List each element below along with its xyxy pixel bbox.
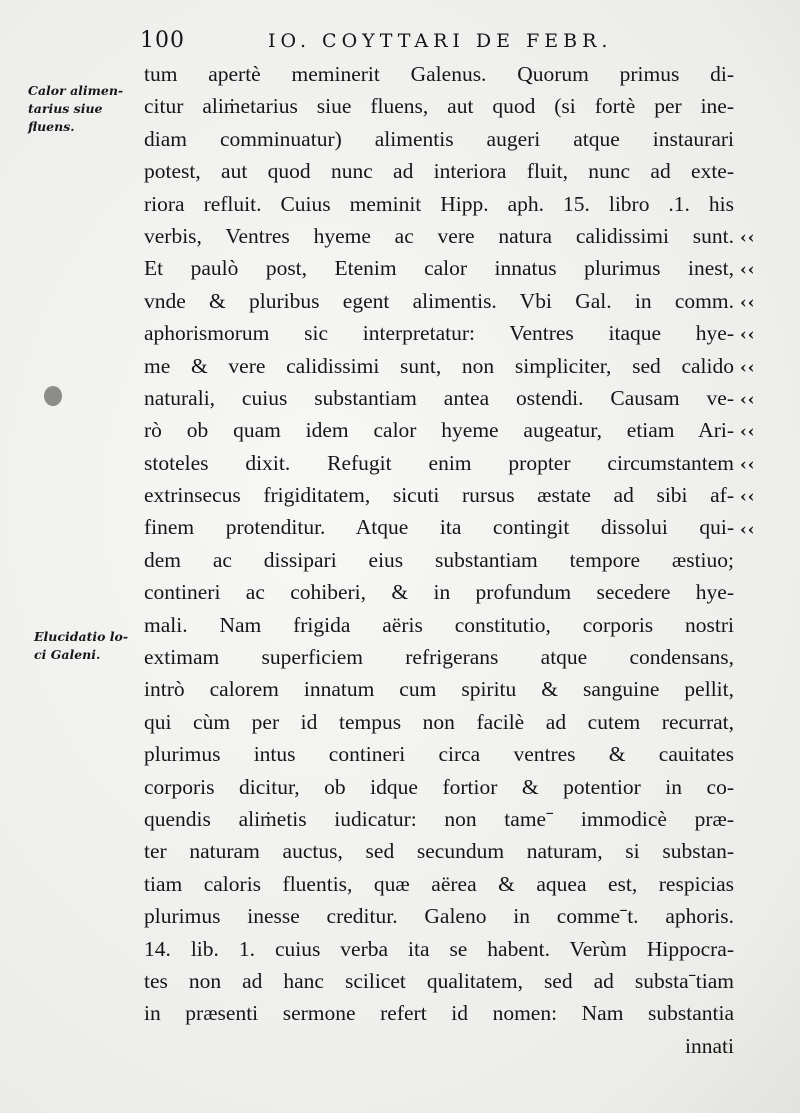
text-line: quendis aliṁetis iudicatur: non tameˉ immodicè præ-: [144, 806, 734, 831]
text-line: diam comminuatur) alimentis augeri atque instaurari: [144, 126, 734, 151]
quotation-mark: ‹‹: [740, 292, 756, 313]
text-line: finem protenditur. Atque ita contingit dissolui qui-: [144, 515, 734, 540]
text-line: tes non ad hanc scilicet qualitatem, sed ad substaˉtiam: [144, 968, 734, 993]
text-line: me & vere calidissimi sunt, non simpliciter, sed calido: [144, 353, 734, 378]
quotation-mark: ‹‹: [740, 228, 756, 248]
quotation-mark: ‹‹: [740, 519, 756, 540]
page-number: 100: [140, 28, 185, 53]
text-line: qui cùm per id tempus non facilè ad cutem recurrat,: [144, 709, 734, 734]
text-line: 14. lib. 1. cuius verba ita se habent. Verùm Hippocra-: [144, 936, 734, 961]
text-line: ter naturam auctus, sed secundum naturam, si substan-: [144, 839, 734, 864]
text-line: verbis, Ventres hyeme ac vere natura calidissimi sunt.: [144, 223, 734, 248]
text-line: stoteles dixit. Refugit enim propter circumstantem: [144, 450, 734, 475]
text-line: extrinsecus frigiditatem, sicuti rursus æstate ad sibi af-: [144, 483, 734, 508]
text-line: Et paulò post, Etenim calor innatus plurimus inest,: [144, 256, 734, 281]
quotation-marks-column: [740, 222, 780, 546]
text-line: corporis dicitur, ob idque fortior & potentior in co-: [144, 774, 734, 799]
text-line: tum apertè meminerit Galenus. Quorum primus di-: [144, 62, 734, 86]
text-line: extimam superficiem refrigerans atque condensans,: [144, 645, 734, 670]
text-line: intrò calorem innatum cum spiritu & sanguine pellit,: [144, 677, 734, 702]
ink-blot: [44, 386, 62, 406]
text-line: vnde & pluribus egent alimentis. Vbi Gal. in comm.: [144, 288, 734, 313]
text-line: naturali, cuius substantiam antea ostendi. Causam ve-: [144, 385, 734, 410]
text-line: citur aliṁetarius siue fluens, aut quod (si fortè per ine-: [144, 94, 734, 119]
catchword: innati: [685, 1033, 734, 1058]
quotation-mark: ‹‹: [740, 487, 756, 508]
body-text: [144, 58, 734, 1062]
text-line: aphorismorum sic interpretatur: Ventres itaque hye-: [144, 321, 734, 346]
quotation-mark: ‹‹: [740, 454, 756, 475]
quotation-mark: ‹‹: [740, 389, 756, 410]
text-line: tiam caloris fluentis, quæ aërea & aquea est, respicias: [144, 871, 734, 896]
text-line: dem ac dissipari eius substantiam tempore æstiuo;: [144, 547, 734, 572]
page-header: [140, 28, 660, 54]
text-line: in præsenti sermone refert id nomen: Nam substantia: [144, 1001, 734, 1026]
quotation-mark: ‹‹: [740, 357, 756, 378]
text-line: potest, aut quod nunc ad interiora fluit, nunc ad exte-: [144, 159, 734, 184]
quotation-mark: ‹‹: [740, 260, 756, 281]
margin-note-elucidatio: Elucidatio lo- ci Galeni.: [34, 629, 129, 662]
text-line: rò ob quam idem calor hyeme augeatur, etiam Ari-: [144, 418, 734, 443]
margin-note-calor: Calor alimen- tarius siue fluens.: [28, 83, 124, 134]
text-line: plurimus intus contineri circa ventres & cauitates: [144, 742, 734, 767]
text-line: mali. Nam frigida aëris constitutio, corporis nostri: [144, 612, 734, 637]
quotation-mark: ‹‹: [740, 325, 756, 346]
text-line: plurimus inesse creditur. Galeno in commeˉt. aphoris.: [144, 904, 734, 929]
quotation-mark: ‹‹: [740, 422, 756, 443]
text-line: riora refluit. Cuius meminit Hipp. aph. 15. libro .1. his: [144, 191, 734, 216]
running-head: IO. COYTTARI DE FEBR.: [268, 30, 613, 52]
text-line: contineri ac cohiberi, & in profundum secedere hye-: [144, 580, 734, 605]
